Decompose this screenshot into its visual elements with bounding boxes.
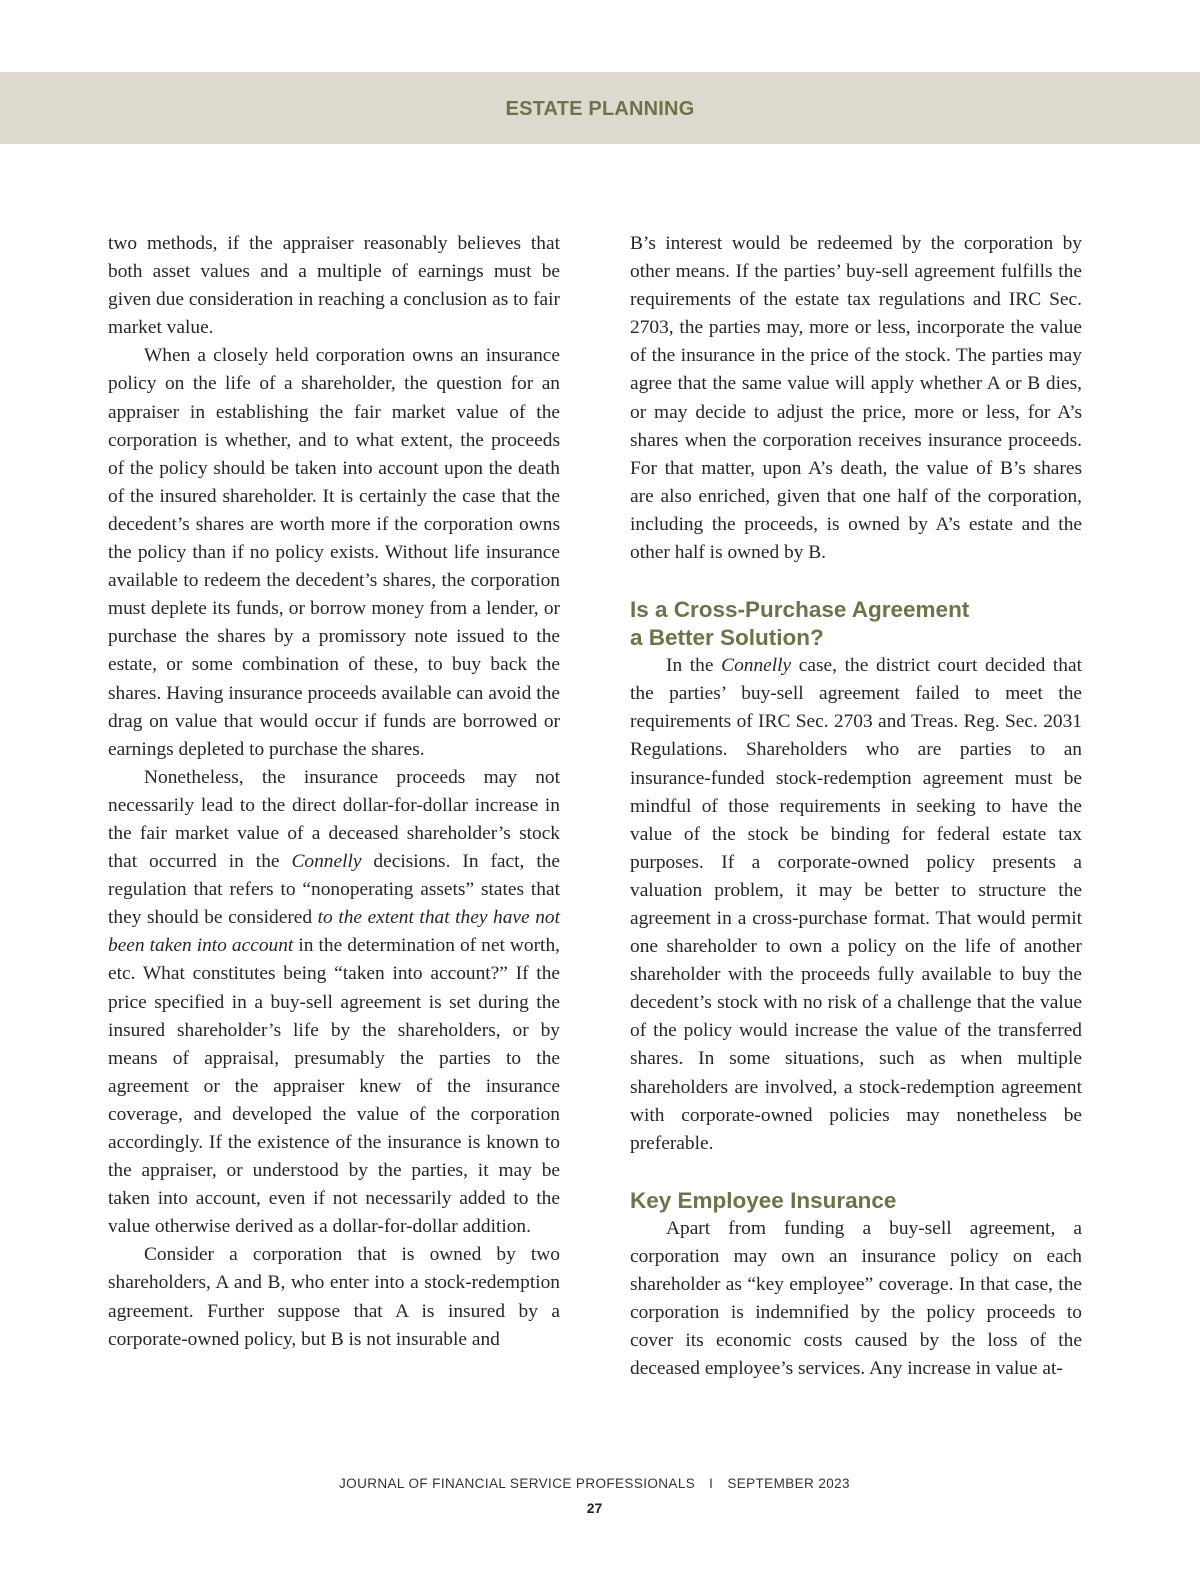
emphasis-italic: to the extent that they have not been taken into account — [108, 907, 560, 957]
section-heading-key-employee: Key Employee Insurance — [630, 1187, 897, 1213]
case-name-italic: Connelly — [291, 851, 362, 873]
page-number: 27 — [586, 1500, 603, 1516]
section-title: ESTATE PLANNING — [505, 98, 695, 120]
case-name-italic: Connelly — [721, 655, 792, 677]
body-paragraph: B’s interest would be redeemed by the corporation by other means. If the parties’ buy-sell agreement fulfills the requirements of the estate tax regulations and IRC Sec. 2703, the parties may, more or less, incorporate the value of the insurance in the price of the stock. The parties may agree that the same value will apply whether A or B dies, or may decide to adjust the price, more or less, for A’s shares when the corporation receives insurance proceeds. For that matter, upon A’s death, the value of B’s shares are also enriched, given that one half of the corporation, including the proceeds, is owned by A’s estate and the other half is owned by B. — [630, 233, 1082, 564]
heading-line: Is a Cross-Purchase Agreement — [630, 597, 970, 623]
body-paragraph — [108, 764, 560, 1242]
text-run: case, the district court decided that the parties’ buy-sell agreement failed to meet the requirements of IRC Sec. 2703 and Treas. Reg. Sec. 2031 Regulations. Shareholders who are parties to an insurance-funded stock-redemption agreement must be mindful of those requirements in seeking to have the value of the stock be binding for federal estate tax purposes. If a corporate-owned policy presents a valuation problem, it may be better to structure the agreement in a cross-purchase format. That would permit one shareholder to own a policy on the life of another shareholder with the proceeds fully available to buy the decedent’s stock with no risk of a challenge that the value of the policy would increase the value of the transferred shares. In some situations, such as when multiple shareholders are involved, a stock-redemption agreement with corporate-owned policies may nonetheless be preferable. — [630, 655, 1082, 1154]
body-paragraph: Consider a corporation that is owned by two shareholders, A and B, who enter into a stock-redemption agreement. Further suppose that A is insured by a corporate-owned policy, but B is not insurable and — [108, 1244, 560, 1350]
issue-date: SEPTEMBER 2023 — [727, 1476, 850, 1491]
body-paragraph: two methods, if the appraiser reasonably believes that both asset values and a multiple of earnings must be given due consideration in reaching a conclusion as to fair market value. — [108, 233, 560, 339]
text-run: in the determination of net worth, etc. What constitutes being “taken into account?” If the price specified in a buy-sell agreement is set during the insured shareholder’s life by the shareholders, or by means of appraisal, presumably the parties to the agreement or the appraiser knew of the insurance coverage, and developed the value of the corporation accordingly. If the existence of the insurance is known to the appraiser, or understood by the parties, it may be taken into account, even if not necessarily added to the value otherwise derived as a dollar-for-dollar addition. — [108, 935, 560, 1238]
heading-line: a Better Solution? — [630, 625, 824, 651]
body-paragraph — [630, 652, 1082, 1158]
journal-name: JOURNAL OF FINANCIAL SERVICE PROFESSIONALS — [339, 1476, 696, 1491]
text-run: Nonetheless, the insurance proceeds may not necessarily lead to the direct dollar-for-dollar increase in the fair market value of a deceased shareholder’s stock that occurred in the — [108, 766, 560, 873]
body-paragraph: When a closely held corporation owns an insurance policy on the life of a shareholder, the question for an appraiser in establishing the fair market value of the corporation is whether, and to what extent, the proceeds of the policy should be taken into account upon the death of the insured shareholder. It is certainly the case that the decedent’s shares are worth more if the corporation owns the policy than if no policy exists. Without life insurance available to redeem the decedent’s shares, the corporation must deplete its funds, or borrow money from a lender, or purchase the shares by a promissory note issued to the estate, or some combination of these, to buy back the shares. Having insurance proceeds available can avoid the drag on value that would occur if funds are borrowed or earnings depleted to purchase the shares. — [108, 345, 560, 760]
footer-journal-line — [0, 1474, 1189, 1494]
text-run: decisions. In fact, the regulation that refers to “nonoperating assets” states that they should be considered — [108, 851, 561, 929]
section-heading-cross-purchase — [630, 596, 1082, 652]
text-run: In the — [666, 655, 722, 677]
footer-separator: I — [709, 1476, 714, 1491]
right-column — [630, 230, 1082, 1383]
left-column — [108, 230, 560, 1354]
body-paragraph: Apart from funding a buy-sell agreement, a corporation may own an insurance policy on each shareholder as “key employee” coverage. In that case, the corporation is indemnified by the policy proceeds to cover its economic costs caused by the loss of the deceased employee’s services. Any increase in value at- — [630, 1217, 1082, 1380]
